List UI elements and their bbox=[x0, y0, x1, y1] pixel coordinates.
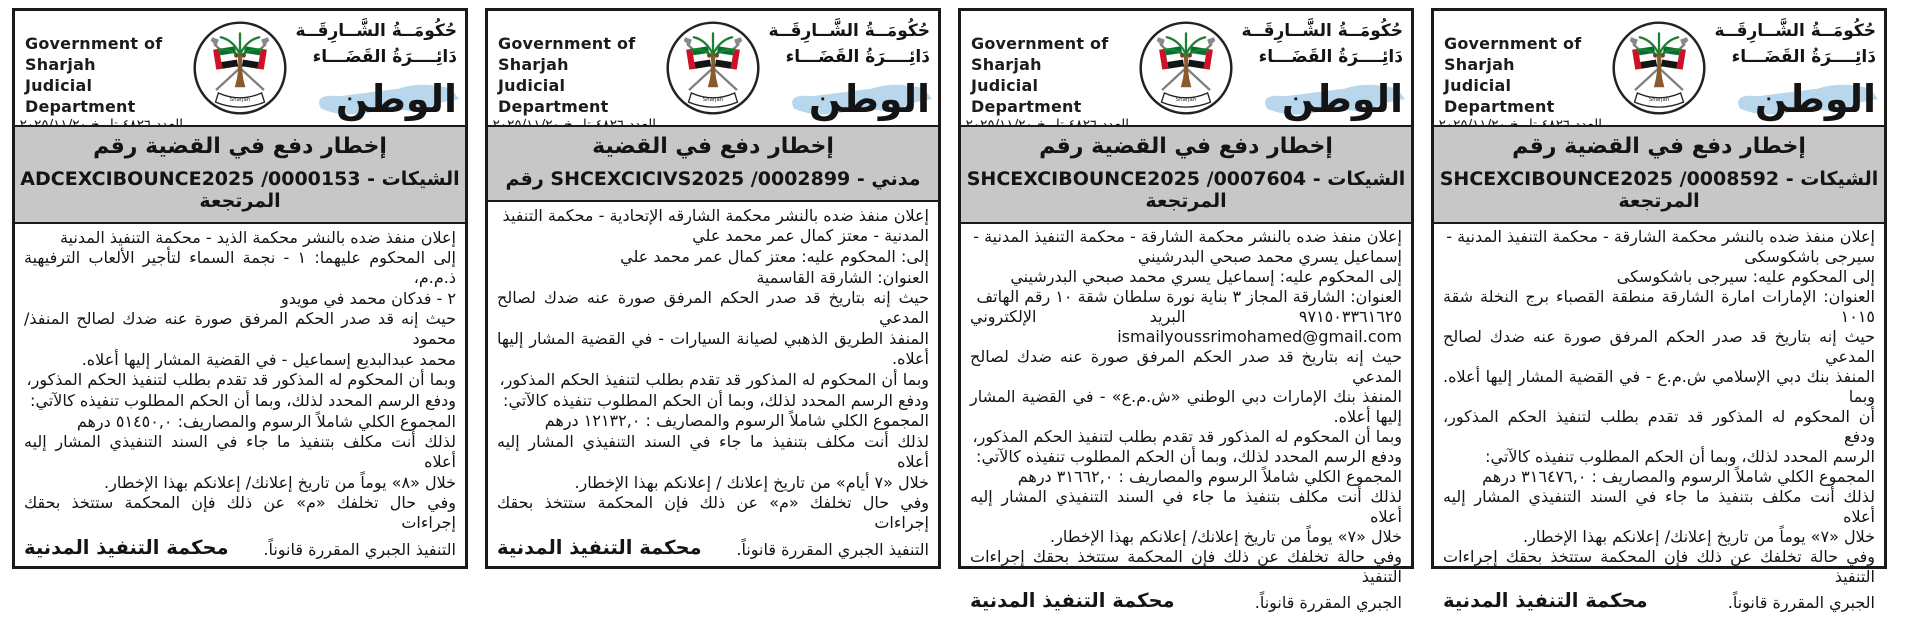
header-center bbox=[656, 19, 770, 123]
body-line: ٢ - فدكان محمد في مويدو bbox=[280, 288, 456, 308]
newspaper-logo-text: الوطن bbox=[335, 77, 457, 121]
notice-footer-row bbox=[15, 534, 465, 566]
gov-name-arabic bbox=[1714, 19, 1876, 70]
header-right bbox=[297, 19, 457, 123]
body-line: ودفع الرسم المحدد لذلك، وبما أن الحكم المطلوب تنفيذه كالآتي: bbox=[976, 447, 1402, 466]
body-line: إلى المحكوم عليه: سيرجى باشكوسكى bbox=[1616, 267, 1875, 286]
body-line: إعلان منفذ ضده بالنشر محكمة الشارقة - محكمة التنفيذ المدنية - bbox=[973, 227, 1402, 246]
notice-header bbox=[15, 11, 465, 125]
body-line: سيرجى باشكوسكى bbox=[1744, 247, 1875, 266]
case-number-line: رقم SHCEXCICIVS2025 /0002899 - مدني bbox=[505, 168, 921, 190]
emblem-banner-text: Sharjah bbox=[1175, 97, 1197, 104]
emblem-banner-text: Sharjah bbox=[702, 97, 724, 104]
last-body-line: الجبري المقررة قانوناً. bbox=[1727, 593, 1875, 612]
body-line: إعلان منفذ ضده بالنشر محكمة الذيد - محكمة التنفيذ المدنية bbox=[59, 227, 456, 247]
body-line: ٩٧١٥٠٣٣٦١٦٢٥ البريد الإلكتروني ismailyoussrimohamed@gmail.com bbox=[970, 307, 1402, 346]
body-line: محمد عبدالبديع إسماعيل - في القضية المشار إليها أعلاه. bbox=[81, 349, 456, 369]
body-line: ودفع الرسم المحدد لذلك، وبما أن الحكم المطلوب تنفيذه كالآتي: bbox=[503, 390, 929, 410]
header-center bbox=[183, 19, 297, 123]
notice-title: إخطار دفع في القضية رقم bbox=[1039, 134, 1333, 159]
header-left bbox=[971, 19, 1129, 123]
last-body-line: التنفيذ الجبري المقررة قانوناً. bbox=[736, 540, 929, 559]
gov-ar-line1: حُكُومَــةُ الشَّــارِقَــة bbox=[768, 21, 930, 41]
newspaper-logo-text: الوطن bbox=[1281, 77, 1403, 121]
notice-title-bar bbox=[15, 125, 465, 224]
body-line: وفي حالة تخلفك عن ذلك فإن المحكمة ستتخذ بحقك إجراءات التنفيذ bbox=[1443, 547, 1875, 586]
notice-header bbox=[1434, 11, 1884, 125]
body-line: المنفذ بنك الإمارات دبي الوطني «ش.م.ع» - في القضية المشار إليها أعلاه. bbox=[970, 387, 1402, 426]
newspaper-logo-text: الوطن bbox=[808, 77, 930, 121]
body-line: إسماعيل يسري محمد صبحي البدرشيني bbox=[1137, 247, 1402, 266]
case-number-line: ADCEXCIBOUNCE2025 /0000153 - الشيكات المرتجعة bbox=[20, 168, 460, 212]
header-left bbox=[1444, 19, 1602, 123]
body-line: خلال «٧ أيام» من تاريخ إعلانك / إعلانكم بهذا الإخطار. bbox=[574, 472, 929, 492]
legal-notice-4 bbox=[1431, 8, 1887, 612]
gov-en-line2: Judicial Department bbox=[971, 76, 1082, 117]
body-line: خلال «٧» يوماً من تاريخ إعلانك/ إعلانكم بهذا الإخطار. bbox=[1523, 527, 1875, 546]
body-line: خلال «٨» يوماً من تاريخ إعلانك/ إعلانكم بهذا الإخطار. bbox=[104, 472, 456, 492]
sharjah-emblem-icon bbox=[1138, 20, 1234, 116]
gov-en-line1: Government of Sharjah bbox=[498, 34, 636, 75]
notice-body bbox=[1434, 224, 1884, 587]
gov-name-arabic bbox=[1241, 19, 1403, 70]
case-number-line: SHCEXCIBOUNCE2025 /0007604 - الشيكات المرتجعة bbox=[966, 168, 1406, 212]
body-line: العنوان: الشارقة القاسمية bbox=[756, 267, 929, 287]
emblem-banner-text: Sharjah bbox=[229, 97, 251, 104]
header-center bbox=[1602, 19, 1716, 123]
body-line: وبما أن المحكوم له المذكور قد تقدم بطلب لتنفيذ الحكم المذكور، bbox=[26, 370, 456, 390]
legal-notice-1 bbox=[12, 8, 468, 569]
body-line: العنوان: الإمارات امارة الشارقة منطقة القصباء برج النخلة شقة ١٠١٥ bbox=[1443, 287, 1875, 326]
body-line: إعلان منفذ ضده بالنشر محكمة الشارقه الإتحادية - محكمة التنفيذ bbox=[502, 205, 929, 225]
body-line: حيث إنه قد صدر الحكم المرفق صورة عنه ضدك لصالح المنفذ/ محمود bbox=[24, 309, 456, 349]
body-line: المجموع الكلي شاملاً الرسوم والمصاريف : ١٢١٣٢,٠ درهم bbox=[544, 411, 929, 431]
body-line: إلى: المحكوم عليه: معتز كمال عمر محمد علي bbox=[620, 247, 929, 267]
gov-ar-line1: حُكُومَــةُ الشَّــارِقَــة bbox=[1241, 21, 1403, 41]
body-line: حيث إنه بتاريخ قد صدر الحكم المرفق صورة عنه ضدك لصالح المدعي bbox=[1443, 327, 1875, 366]
newspaper-logo-alwatan bbox=[307, 77, 457, 123]
court-signature: محكمة التنفيذ المدنية bbox=[970, 589, 1175, 612]
body-line: إلى المحكوم عليه: إسماعيل يسري محمد صبحي البدرشيني bbox=[1010, 267, 1402, 286]
body-line: حيث إنه بتاريخ قد صدر الحكم المرفق صورة عنه ضدك لصالح المدعي bbox=[970, 347, 1402, 386]
gov-ar-line1: حُكُومَــةُ الشَّــارِقَــة bbox=[1714, 21, 1876, 41]
notice-title: إخطار دفع في القضية bbox=[592, 134, 834, 159]
body-line: لذلك أنت مكلف بتنفيذ ما جاء في السند التنفيذي المشار إليه أعلاه bbox=[24, 432, 456, 472]
notice-title: إخطار دفع في القضية رقم bbox=[93, 134, 387, 159]
body-line: وفي حالة تخلفك عن ذلك فإن المحكمة ستتخذ بحقك إجراءات التنفيذ bbox=[970, 547, 1402, 586]
body-line: ودفع الرسم المحدد لذلك، وبما أن الحكم المطلوب تنفيذه كالآتي: bbox=[30, 391, 456, 411]
sharjah-emblem-icon bbox=[192, 20, 288, 116]
notice-footer-row bbox=[961, 587, 1411, 619]
newspaper-logo-text: الوطن bbox=[1754, 77, 1876, 121]
header-right bbox=[1716, 19, 1876, 123]
body-line: إلى المحكوم عليهما: ١ - نجمة السماء لتأجير الألعاب الترفيهية ذ.م.م، bbox=[24, 248, 456, 288]
header-left bbox=[498, 19, 656, 123]
header-right bbox=[770, 19, 930, 123]
notice-body bbox=[961, 224, 1411, 587]
sharjah-emblem-icon bbox=[1611, 20, 1707, 116]
body-line: وبما أن المحكوم له المذكور قد تقدم بطلب لتنفيذ الحكم المذكور، bbox=[972, 427, 1402, 446]
body-line: المجموع الكلي شاملاً الرسوم والمصاريف : ٣١٦٦٢,٠ درهم bbox=[1017, 467, 1402, 486]
body-line: حيث إنه بتاريخ قد صدر الحكم المرفق صورة عنه ضدك لصالح المدعي bbox=[497, 288, 929, 328]
notice-header bbox=[488, 11, 938, 125]
sharjah-emblem-icon bbox=[665, 20, 761, 116]
legal-notice-2 bbox=[485, 8, 941, 569]
gov-name-arabic bbox=[768, 19, 930, 70]
newspaper-logo-alwatan bbox=[780, 77, 930, 123]
body-line: خلال «٧» يوماً من تاريخ إعلانك/ إعلانكم بهذا الإخطار. bbox=[1050, 527, 1402, 546]
body-line: لذلك أنت مكلف بتنفيذ ما جاء في السند التنفيذي المشار إليه أعلاه bbox=[1443, 487, 1875, 526]
gov-en-line1: Government of Sharjah bbox=[1444, 34, 1582, 75]
newspaper-logo-alwatan bbox=[1253, 77, 1403, 123]
last-body-line: الجبري المقررة قانوناً. bbox=[1254, 593, 1402, 612]
gov-name-english bbox=[1444, 33, 1602, 117]
body-line: وفي حال تخلفك «م» عن ذلك فإن المحكمة ستتخذ بحقك إجراءات bbox=[497, 493, 929, 533]
body-line: وفي حال تخلفك «م» عن ذلك فإن المحكمة ستتخذ بحقك إجراءات bbox=[24, 493, 456, 533]
notice-header bbox=[961, 11, 1411, 125]
header-right bbox=[1243, 19, 1403, 123]
gov-name-arabic bbox=[295, 19, 457, 70]
legal-notice-3 bbox=[958, 8, 1414, 612]
body-line: المنفذ بنك دبي الإسلامي ش.م.ع - في القضية المشار إليها أعلاه. وبما bbox=[1443, 367, 1875, 406]
gov-ar-line1: حُكُومَــةُ الشَّــارِقَــة bbox=[295, 21, 457, 41]
body-line: المنفذ الطريق الذهبي لصيانة السيارات - في القضية المشار إليها أعلاه. bbox=[497, 329, 929, 369]
newspaper-logo-alwatan bbox=[1726, 77, 1876, 123]
gov-ar-line2: دَائِــــرَةُ القَضَـــاء bbox=[312, 46, 457, 67]
notice-footer-row bbox=[1434, 587, 1884, 619]
body-line: الرسم المحدد لذلك، وبما أن الحكم المطلوب تنفيذه كالآتي: bbox=[1485, 447, 1875, 466]
header-center bbox=[1129, 19, 1243, 123]
gov-name-english bbox=[25, 33, 183, 117]
body-line: المجموع الكلي شاملاً الرسوم والمصاريف: ٥١٤٥٠,٠ درهم bbox=[76, 411, 456, 431]
notice-footer-row bbox=[488, 534, 938, 566]
gov-name-english bbox=[971, 33, 1129, 117]
gov-en-line2: Judicial Department bbox=[25, 76, 136, 117]
case-number-line: SHCEXCIBOUNCE2025 /0008592 - الشيكات المرتجعة bbox=[1439, 168, 1879, 212]
gov-en-line2: Judicial Department bbox=[1444, 76, 1555, 117]
gov-ar-line2: دَائِــــرَةُ القَضَـــاء bbox=[1258, 46, 1403, 67]
body-line: لذلك أنت مكلف بتنفيذ ما جاء في السند التنفيذي المشار إليه أعلاه bbox=[497, 431, 929, 471]
body-line: وبما أن المحكوم له المذكور قد تقدم بطلب لتنفيذ الحكم المذكور، bbox=[499, 369, 929, 389]
body-line: إعلان منفذ ضده بالنشر محكمة الشارقة - محكمة التنفيذ المدنية - bbox=[1446, 227, 1875, 246]
notice-title-bar bbox=[1434, 125, 1884, 224]
body-line: العنوان: الشارقة المجاز ٣ بناية نورة سلطان شقة ١٠ رقم الهاتف bbox=[976, 287, 1402, 306]
gov-name-english bbox=[498, 33, 656, 117]
last-body-line: التنفيذ الجبري المقررة قانوناً. bbox=[263, 540, 456, 559]
notice-title-bar bbox=[961, 125, 1411, 224]
gov-en-line1: Government of Sharjah bbox=[25, 34, 163, 75]
header-left bbox=[25, 19, 183, 123]
gov-en-line1: Government of Sharjah bbox=[971, 34, 1109, 75]
gov-ar-line2: دَائِــــرَةُ القَضَـــاء bbox=[785, 46, 930, 67]
body-line: المدنية - معتز كمال عمر محمد علي bbox=[692, 226, 929, 246]
gov-en-line2: Judicial Department bbox=[498, 76, 609, 117]
court-signature: محكمة التنفيذ المدنية bbox=[1443, 589, 1648, 612]
notice-body bbox=[15, 224, 465, 534]
body-line: لذلك أنت مكلف بتنفيذ ما جاء في السند التنفيذي المشار إليه أعلاه bbox=[970, 487, 1402, 526]
emblem-banner-text: Sharjah bbox=[1648, 97, 1670, 104]
body-line: أن المحكوم له المذكور قد تقدم بطلب لتنفيذ الحكم المذكور، ودفع bbox=[1443, 407, 1875, 446]
notice-title: إخطار دفع في القضية رقم bbox=[1512, 134, 1806, 159]
court-signature: محكمة التنفيذ المدنية bbox=[24, 536, 229, 559]
body-line: المجموع الكلي شاملاً الرسوم والمصاريف : ٣١٦٤٧٦,٠ درهم bbox=[1482, 467, 1875, 486]
gov-ar-line2: دَائِــــرَةُ القَضَـــاء bbox=[1731, 46, 1876, 67]
notice-title-bar bbox=[488, 125, 938, 202]
notice-body bbox=[488, 202, 938, 534]
court-signature: محكمة التنفيذ المدنية bbox=[497, 536, 702, 559]
